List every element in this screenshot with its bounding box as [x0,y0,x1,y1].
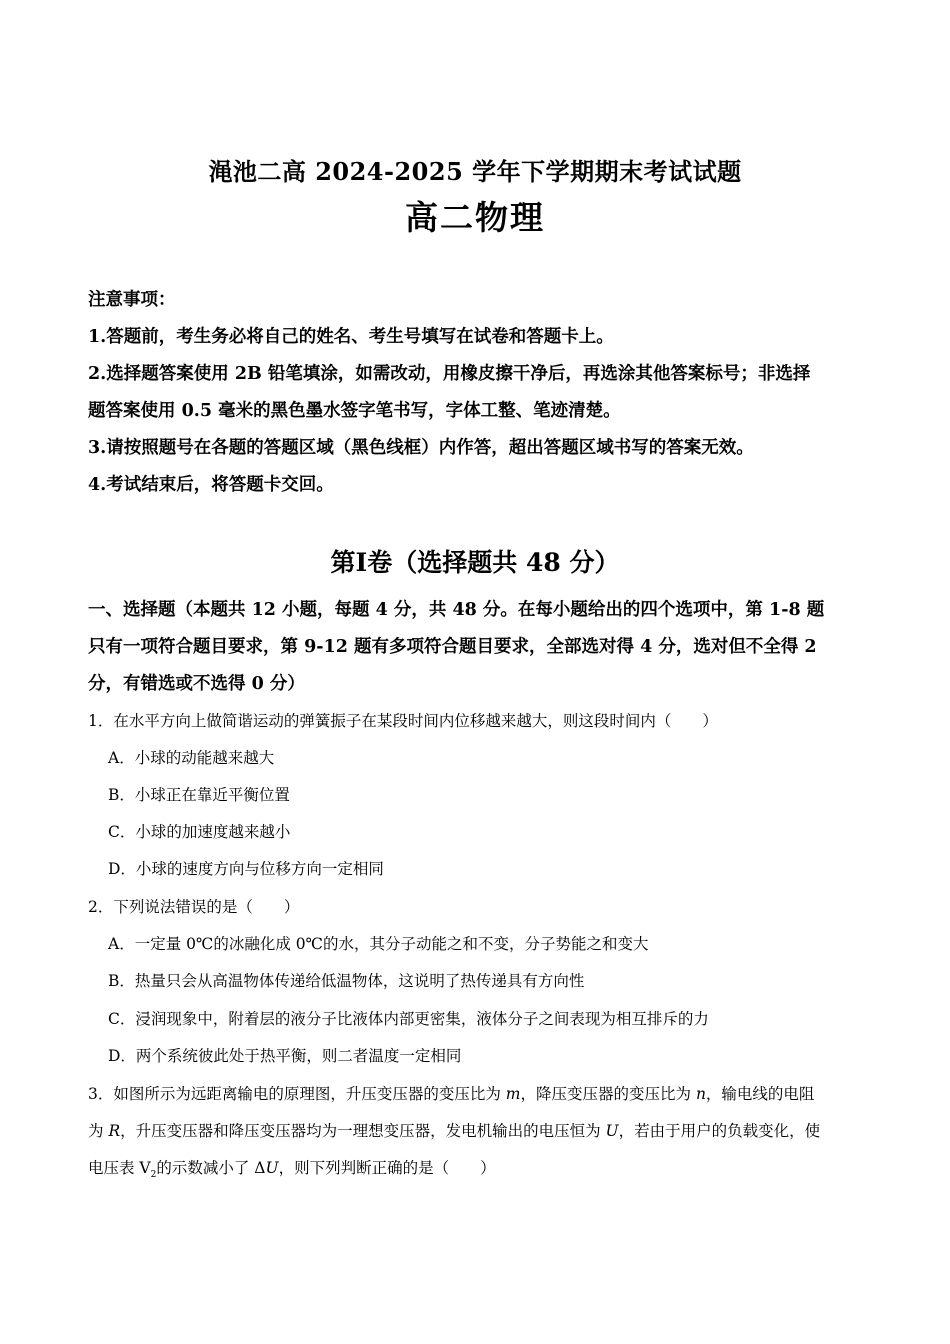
q3-text: ，降压变压器的变压比为 [520,1085,696,1103]
q3-text: 的示数减小了 Δ [156,1159,266,1177]
question-2-option-a: A．一定量 0℃的冰融化成 0℃的水，其分子动能之和不变，分子势能之和变大 [108,935,649,953]
question-3-stem-line-3 [88,1156,496,1180]
q3-text: 电压表 V [88,1159,151,1177]
q3-var-u: U [605,1122,619,1140]
notice-item-4: 4.考试结束后，将答题卡交回。 [88,475,334,495]
question-2-stem: 2．下列说法错误的是（ ） [88,898,300,916]
question-1-option-c: C．小球的加速度越来越小 [108,823,291,841]
exam-school-title: 渑池二高 2024-2025 学年下学期期末考试试题 [208,157,742,186]
q3-text: 3．如图所示为远距离输电的原理图，升压变压器的变压比为 [88,1085,506,1103]
exam-subject-title: 高二物理 [405,198,545,237]
q3-var-m: m [505,1085,521,1103]
notice-item-2-line-2: 题答案使用 0.5 毫米的黑色墨水签字笔书写，字体工整、笔迹清楚。 [88,401,621,421]
q3-subscript: 2 [150,1170,157,1181]
q3-text: ，升压变压器和降压变压器均为一理想变压器，发电机输出的电压恒为 [120,1122,606,1140]
question-3-stem-line-1 [88,1082,814,1104]
question-1-option-d: D．小球的速度方向与位移方向一定相同 [108,860,384,878]
notice-item-1: 1.答题前，考生务必将自己的姓名、考生号填写在试卷和答题卡上。 [88,327,614,347]
question-1-stem: 1．在水平方向上做简谐运动的弹簧振子在某段时间内位移越来越大，则这段时间内（ ） [88,712,718,730]
question-2-option-b: B．热量只会从高温物体传递给低温物体，这说明了热传递具有方向性 [108,972,585,990]
section-instruction-line-2: 只有一项符合题目要求，第 9-12 题有多项符合题目要求，全部选对得 4 分，选对但不全得 2 [88,637,817,657]
notice-item-2-line-1: 2.选择题答案使用 2B 铅笔填涂，如需改动，用橡皮擦干净后，再选涂其他答案标号；非选择 [88,364,811,384]
notice-heading: 注意事项： [88,290,176,310]
question-3-stem-line-2 [88,1119,820,1141]
section-instruction-line-1: 一、选择题（本题共 12 小题，每题 4 分，共 48 分。在每小题给出的四个选项中，第 1-8 题 [88,600,825,620]
question-2-option-c: C．浸润现象中，附着层的液分子比液体内部更密集，液体分子之间表现为相互排斥的力 [108,1010,709,1028]
q3-var-r: R [108,1122,121,1140]
q3-text: ，若由于用户的负载变化，使 [618,1122,821,1140]
section-instruction-line-3: 分，有错选或不选得 0 分） [88,674,305,694]
question-2-option-d: D．两个系统彼此处于热平衡，则二者温度一定相同 [108,1047,462,1065]
q3-text: 为 [88,1122,109,1140]
q3-text: ，输电线的电阻 [705,1085,815,1103]
q3-var-u: U [265,1159,279,1177]
notice-item-3: 3.请按照题号在各题的答题区域（黑色线框）内作答，超出答题区域书写的答案无效。 [88,438,754,458]
question-1-option-b: B．小球正在靠近平衡位置 [108,786,290,804]
section-title: 第Ⅰ卷（选择题共 48 分） [330,548,620,577]
q3-var-n: n [695,1085,706,1103]
q3-text: ，则下列判断正确的是（ ） [278,1159,496,1177]
question-1-option-a: A．小球的动能越来越大 [108,749,275,767]
